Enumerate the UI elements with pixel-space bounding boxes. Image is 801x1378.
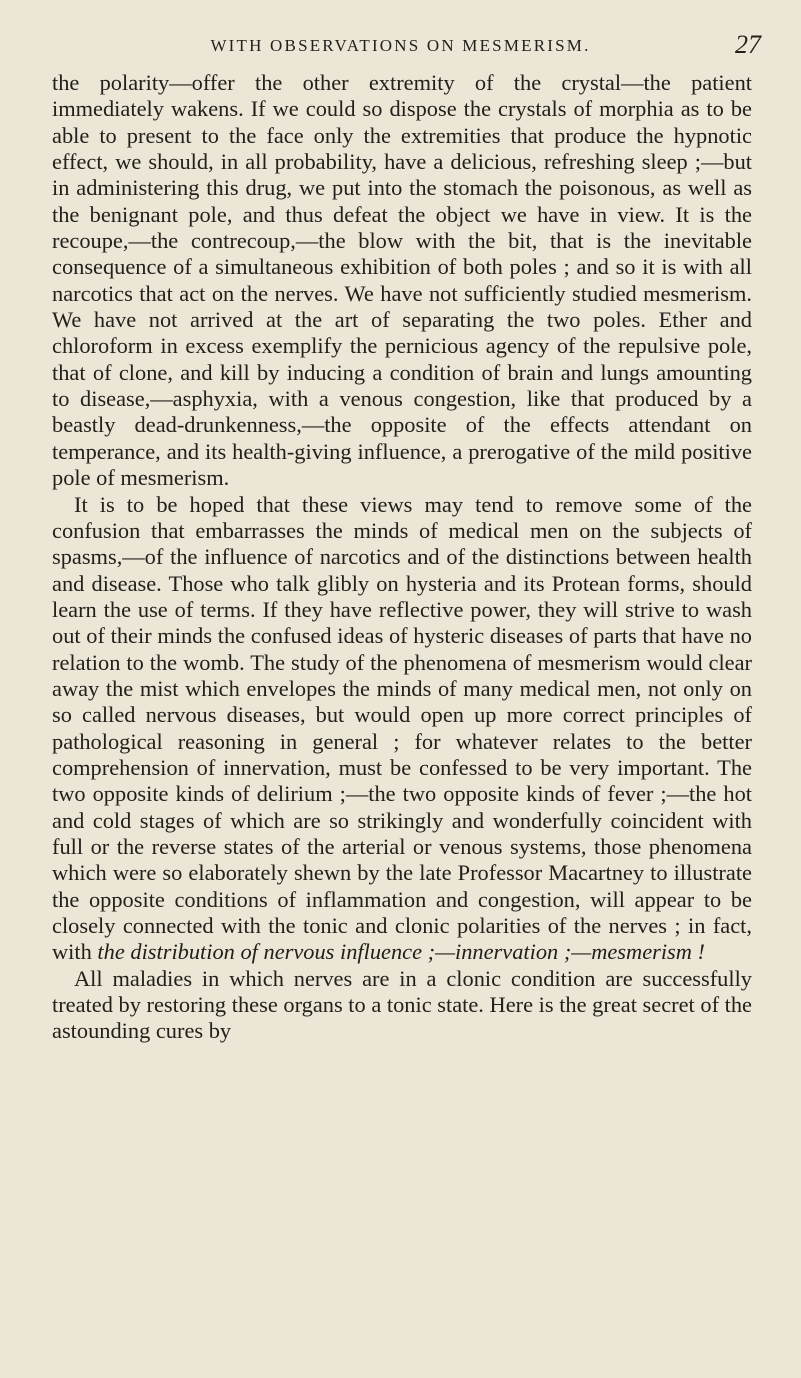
paragraph-3: All maladies in which nerves are in a clonic condition are successfully treated by restoring these organs to a tonic state. Here is the great secret of the astounding cures by xyxy=(52,965,752,1044)
paragraph-2 xyxy=(52,492,752,966)
running-title: WITH OBSERVATIONS ON MESMERISM. xyxy=(210,36,591,55)
running-head xyxy=(40,30,761,64)
body-text xyxy=(52,70,752,1045)
paragraph-2-italic-text: the distribution of nervous influence ;—innervation ;—mesmerism ! xyxy=(97,939,705,965)
page-number: 27 xyxy=(735,30,761,59)
paragraph-2-text: It is to be hoped that these views may tend to remove some of the confusion that embarrasses the minds of medical men on the subjects of spasms,—of the influence of narcotics and of the distinctions between health and disease. Those who talk glibly on hysteria and its Protean forms, should learn the use of terms. If they have reflective power, they will strive to wash out of their minds the confused ideas of hysteric diseases of parts that have no relation to the womb. The study of the phenomena of mesmerism would clear away the mist which envelopes the minds of many medical men, not only on so called nervous diseases, but would open up more correct principles of pathological reasoning in general ; for whatever relates to the better comprehension of innervation, must be confessed to be very important. The two opposite kinds of delirium ;—the two opposite kinds of fever ;—the hot and cold stages of which are so strikingly and wonderfully coincident with full or the reverse states of the arterial or venous systems, those phenomena which were so elaborately shewn by the late Professor Macartney to illustrate the opposite conditions of inflammation and congestion, will appear to be closely connected with the tonic and clonic polarities of the nerves ; in fact, with xyxy=(52,491,752,965)
paragraph-1: the polarity—offer the other extremity of the crystal—the patient immediately wakens. If we could so dispose the crystals of morphia as to be able to present to the face only the extremities that produce the hypnotic effect, we should, in all probability, have a delicious, refreshing sleep ;—but in administering this drug, we put into the stomach the poisonous, as well as the benignant pole, and thus defeat the object we have in view. It is the recoupe,—the contrecoup,—the blow with the bit, that is the inevitable consequence of a simultaneous exhibition of both poles ; and so it is with all narcotics that act on the nerves. We have not sufficiently studied mesmerism. We have not arrived at the art of separating the two poles. Ether and chloroform in excess exemplify the pernicious agency of the repulsive pole, that of clone, and kill by inducing a condition of brain and lungs amounting to disease,—asphyxia, with a venous congestion, like that produced by a beastly dead-drunkenness,—the opposite of the effects attendant on temperance, and its health-giving influence, a prerogative of the mild positive pole of mesmerism. xyxy=(52,70,752,491)
